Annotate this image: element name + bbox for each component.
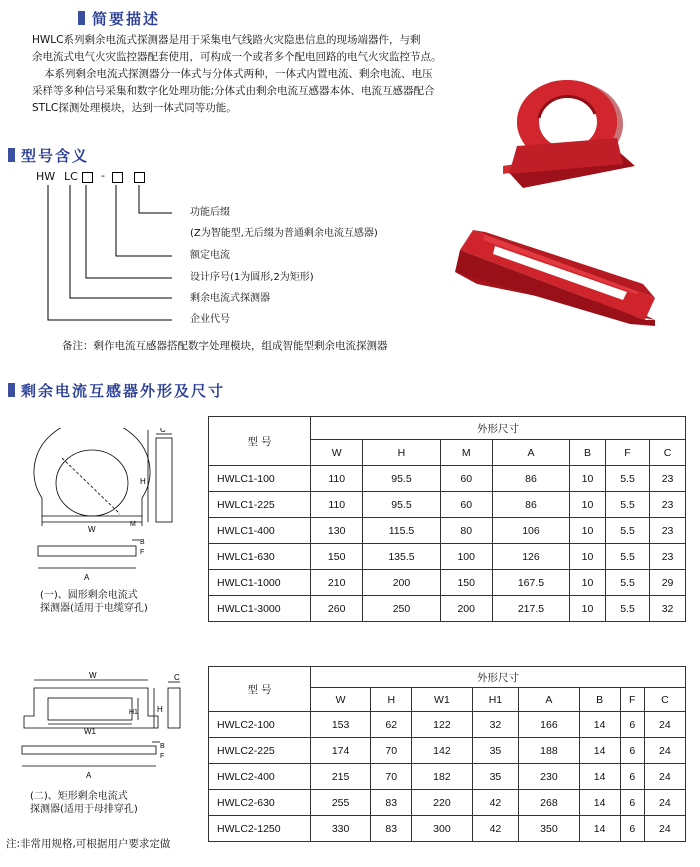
model-cell: HWLC2-630	[209, 790, 311, 816]
dim-label-f: F	[160, 753, 165, 760]
table-row	[209, 544, 686, 570]
value-cell: 250	[363, 596, 440, 622]
label-rated-current: 额定电流	[190, 250, 230, 261]
caption-rect	[30, 790, 138, 816]
code-hw: HW	[36, 170, 56, 183]
value-cell: 210	[311, 570, 363, 596]
dim-label-m: M	[130, 521, 136, 528]
table-row	[209, 466, 686, 492]
model-cell: HWLC1-3000	[209, 596, 311, 622]
value-cell: 24	[644, 764, 685, 790]
label-suffix: 功能后缀	[190, 207, 230, 218]
overview-line: 采样等多种信号采集和数字化处理功能;分体式由剩余电流互感器本体、电流互感器配合	[32, 85, 435, 97]
overview-line: 余电流式电气火灾监控器配套使用，可构成一个或者多个配电回路的电气火灾监控节点。	[32, 51, 442, 63]
column-header: H	[371, 688, 412, 712]
value-cell: 110	[311, 466, 363, 492]
value-cell: 6	[620, 816, 644, 842]
table-row	[209, 790, 686, 816]
dim-label-w: W	[88, 525, 96, 534]
column-header: H1	[472, 688, 519, 712]
section-title-dimensions: 剩余电流互感器外形及尺寸	[21, 382, 226, 400]
dim-label-h1: H1	[129, 709, 138, 716]
value-cell: 150	[311, 544, 363, 570]
column-header: M	[440, 440, 492, 466]
overview-line: STLC探测处理模块，达到一体式同等功能。	[32, 102, 237, 114]
value-cell: 42	[472, 816, 519, 842]
value-cell: 23	[650, 466, 686, 492]
label-company: 企业代号	[190, 314, 230, 325]
value-cell: 6	[620, 712, 644, 738]
model-cell: HWLC2-100	[209, 712, 311, 738]
caption-line: (一)、圆形剩余电流式	[40, 590, 138, 601]
value-cell: 6	[620, 764, 644, 790]
table-row	[209, 764, 686, 790]
column-header: W1	[412, 688, 472, 712]
value-cell: 95.5	[363, 466, 440, 492]
value-cell: 60	[440, 466, 492, 492]
section-title-overview: 简要描述	[92, 10, 161, 28]
column-header: A	[519, 688, 579, 712]
table-header-dimensions: 外形尺寸	[311, 667, 686, 688]
footnote: 注:非常用规格,可根据用户要求定做	[6, 838, 171, 850]
value-cell: 5.5	[605, 466, 649, 492]
column-header: A	[492, 440, 569, 466]
value-cell: 24	[644, 790, 685, 816]
column-header: W	[311, 440, 363, 466]
value-cell: 300	[412, 816, 472, 842]
model-cell: HWLC2-400	[209, 764, 311, 790]
value-cell: 166	[519, 712, 579, 738]
value-cell: 135.5	[363, 544, 440, 570]
code-lc: LC	[64, 170, 78, 183]
value-cell: 35	[472, 764, 519, 790]
column-header: W	[311, 688, 371, 712]
value-cell: 83	[371, 816, 412, 842]
model-cell: HWLC1-1000	[209, 570, 311, 596]
table-row	[209, 816, 686, 842]
table-header-model: 型 号	[209, 667, 311, 712]
caption-round	[40, 589, 148, 615]
value-cell: 126	[492, 544, 569, 570]
value-cell: 220	[412, 790, 472, 816]
value-cell: 10	[570, 466, 606, 492]
value-cell: 23	[650, 518, 686, 544]
table-row	[209, 492, 686, 518]
label-design-no: 设计序号(1为圆形,2为矩形)	[190, 272, 314, 283]
caption-line: 探测器(适用于母排穿孔)	[30, 804, 138, 815]
value-cell: 6	[620, 790, 644, 816]
dim-label-c: C	[160, 428, 166, 434]
dim-label-h: H	[157, 705, 163, 714]
label-detector: 剩余电流式探测器	[190, 293, 270, 304]
dim-label-f: F	[140, 549, 145, 556]
dim-label-a: A	[86, 771, 92, 780]
value-cell: 14	[579, 816, 620, 842]
section-title-model: 型号含义	[21, 147, 90, 165]
value-cell: 35	[472, 738, 519, 764]
value-cell: 188	[519, 738, 579, 764]
value-cell: 14	[579, 738, 620, 764]
table-row	[209, 712, 686, 738]
value-cell: 230	[519, 764, 579, 790]
round-dimension-table	[208, 416, 686, 622]
model-cell: HWLC1-225	[209, 492, 311, 518]
value-cell: 215	[311, 764, 371, 790]
value-cell: 32	[650, 596, 686, 622]
overview-line: 本系列剩余电流式探测器分一体式与分体式两种，一体式内置电流、剩余电流、电压	[44, 68, 433, 80]
value-cell: 217.5	[492, 596, 569, 622]
value-cell: 5.5	[605, 544, 649, 570]
value-cell: 70	[371, 738, 412, 764]
value-cell: 10	[570, 544, 606, 570]
label-suffix-note: (Z为智能型,无后缀为普通剩余电流互感器)	[190, 228, 378, 239]
model-cell: HWLC2-225	[209, 738, 311, 764]
value-cell: 10	[570, 492, 606, 518]
value-cell: 115.5	[363, 518, 440, 544]
value-cell: 330	[311, 816, 371, 842]
model-cell: HWLC1-400	[209, 518, 311, 544]
caption-line: (二)、矩形剩余电流式	[30, 791, 128, 802]
value-cell: 70	[371, 764, 412, 790]
value-cell: 150	[440, 570, 492, 596]
column-header: H	[363, 440, 440, 466]
column-header: F	[605, 440, 649, 466]
column-header: C	[644, 688, 685, 712]
round-sensor-drawing	[28, 428, 208, 593]
value-cell: 167.5	[492, 570, 569, 596]
dim-label-b: B	[160, 743, 165, 750]
rect-dimension-table	[208, 666, 686, 842]
value-cell: 23	[650, 544, 686, 570]
value-cell: 95.5	[363, 492, 440, 518]
dim-label-b: B	[140, 539, 145, 546]
value-cell: 10	[570, 570, 606, 596]
value-cell: 153	[311, 712, 371, 738]
table-header-dimensions: 外形尺寸	[311, 417, 686, 440]
value-cell: 10	[570, 596, 606, 622]
value-cell: 268	[519, 790, 579, 816]
caption-line: 探测器(适用于电缆穿孔)	[40, 603, 148, 614]
value-cell: 142	[412, 738, 472, 764]
value-cell: 62	[371, 712, 412, 738]
column-header: B	[570, 440, 606, 466]
rect-sensor-photo	[455, 220, 675, 330]
value-cell: 100	[440, 544, 492, 570]
value-cell: 200	[363, 570, 440, 596]
table-row	[209, 738, 686, 764]
model-code-leader-lines	[0, 0, 200, 330]
column-header: B	[579, 688, 620, 712]
value-cell: 86	[492, 492, 569, 518]
code-dash: -	[101, 169, 105, 182]
value-cell: 5.5	[605, 518, 649, 544]
value-cell: 6	[620, 738, 644, 764]
value-cell: 260	[311, 596, 363, 622]
column-header: F	[620, 688, 644, 712]
round-sensor-photo	[495, 78, 645, 198]
value-cell: 130	[311, 518, 363, 544]
value-cell: 350	[519, 816, 579, 842]
overview-line: HWLC系列剩余电流式探测器是用于采集电气线路火灾隐患信息的现场端器件，与剩	[32, 34, 421, 46]
value-cell: 29	[650, 570, 686, 596]
value-cell: 32	[472, 712, 519, 738]
dim-label-a: A	[84, 573, 90, 582]
value-cell: 83	[371, 790, 412, 816]
value-cell: 86	[492, 466, 569, 492]
value-cell: 110	[311, 492, 363, 518]
table-header-model: 型 号	[209, 417, 311, 466]
value-cell: 5.5	[605, 570, 649, 596]
value-cell: 14	[579, 764, 620, 790]
value-cell: 24	[644, 712, 685, 738]
value-cell: 5.5	[605, 492, 649, 518]
value-cell: 14	[579, 712, 620, 738]
value-cell: 24	[644, 738, 685, 764]
dim-label-h: H	[140, 477, 146, 486]
table-row	[209, 570, 686, 596]
table-row	[209, 518, 686, 544]
value-cell: 24	[644, 816, 685, 842]
value-cell: 5.5	[605, 596, 649, 622]
value-cell: 182	[412, 764, 472, 790]
table-row	[209, 596, 686, 622]
value-cell: 106	[492, 518, 569, 544]
value-cell: 255	[311, 790, 371, 816]
model-cell: HWLC1-100	[209, 466, 311, 492]
value-cell: 122	[412, 712, 472, 738]
value-cell: 42	[472, 790, 519, 816]
section-marker	[8, 383, 15, 397]
dim-label-w: W	[89, 672, 97, 680]
value-cell: 200	[440, 596, 492, 622]
dim-label-c: C	[174, 673, 180, 682]
value-cell: 23	[650, 492, 686, 518]
model-note: 备注：剩作电流互感器搭配数字处理模块，组成智能型剩余电流探测器	[62, 340, 388, 352]
value-cell: 174	[311, 738, 371, 764]
model-cell: HWLC2-1250	[209, 816, 311, 842]
dim-label-w1: W1	[84, 727, 96, 736]
model-cell: HWLC1-630	[209, 544, 311, 570]
column-header: C	[650, 440, 686, 466]
value-cell: 10	[570, 518, 606, 544]
value-cell: 80	[440, 518, 492, 544]
value-cell: 14	[579, 790, 620, 816]
value-cell: 60	[440, 492, 492, 518]
